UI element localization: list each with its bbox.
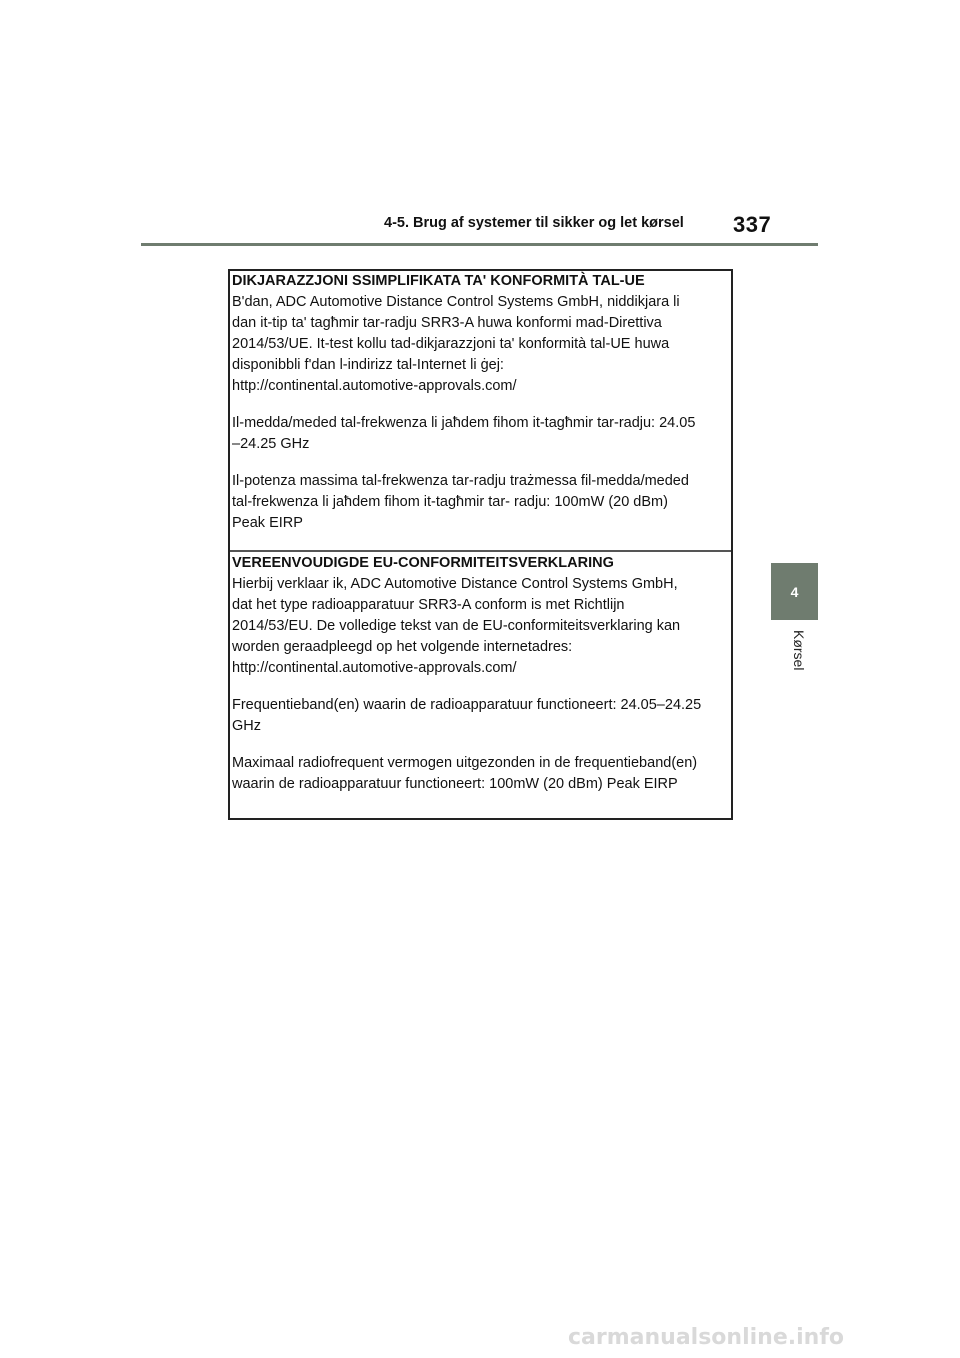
paragraph: B'dan, ADC Automotive Distance Control Systems GmbH, niddikjara li dan it-tip ta' tagħmir tar-radju SRR3-A huwa konformi mad-Direttiva 2014/53/UE. It-test kollu tad-dikjarazzjoni ta' konformità tal-UE huwa disponibbli f'dan l-indirizz tal-Internet li ġej: http://continental.automotive-approvals.com/ xyxy=(232,294,680,394)
paragraph: Maximaal radiofrequent vermogen uitgezonden in de frequentieband(en) waarin de radioapparatuur functioneert: 100mW (20 dBm) Peak EIRP xyxy=(232,755,698,792)
declaration-box xyxy=(228,269,733,820)
chapter-header-title: 4-5. Brug af systemer til sikker og let kørsel xyxy=(384,215,684,231)
watermark: carmanualsonline.info xyxy=(568,1325,844,1350)
chapter-number: 4 xyxy=(790,583,799,600)
paragraph: Hierbij verklaar ik, ADC Automotive Distance Control Systems GmbH, dat het type radioapparatuur SRR3-A conform is met Richtlijn 2014/53/EU. De volledige tekst van de EU-conformiteitsverklaring kan worden geraadpleegd op het volgende internetadres: http://continental.automotive-approvals.com/ xyxy=(232,576,681,676)
paragraph: Il-potenza massima tal-frekwenza tar-radju trażmessa fil-medda/meded tal-frekwenza li jaħdem fihom it-tagħmir tar- radju: 100mW (20 dBm) Peak EIRP xyxy=(232,473,689,531)
chapter-label: Kørsel xyxy=(791,630,807,671)
section-heading: DIKJARAZZJONI SSIMPLIFIKATA TA' KONFORMITÀ TAL-UE xyxy=(232,273,645,289)
paragraph: Frequentieband(en) waarin de radioapparatuur functioneert: 24.05–24.25 GHz xyxy=(232,697,702,734)
maltese-declaration xyxy=(230,271,731,552)
paragraph: Il-medda/meded tal-frekwenza li jaħdem fihom it-tagħmir tar-radju: 24.05 –24.25 GHz xyxy=(232,415,696,452)
header-divider xyxy=(141,243,818,246)
section-heading: VEREENVOUDIGDE EU-CONFORMITEITSVERKLARING xyxy=(232,555,614,571)
chapter-tab xyxy=(771,563,818,620)
page-number: 337 xyxy=(733,212,772,237)
dutch-declaration xyxy=(230,552,731,795)
